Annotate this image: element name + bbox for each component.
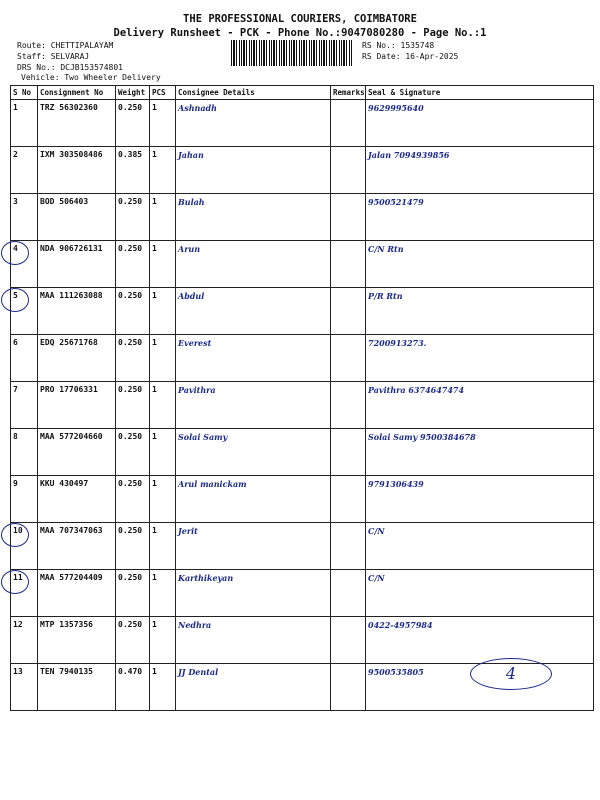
consignment-cell-text: EDQ 25671768 (40, 338, 98, 347)
consignment-cell-text: MAA 707347063 (40, 526, 103, 535)
signature-cell (366, 523, 594, 570)
consignment-cell-text: MTP 1357356 (40, 620, 93, 629)
drs-label: DRS No.: DCJB153574801 (17, 63, 123, 72)
weight-cell (116, 476, 150, 523)
remarks-cell (331, 664, 366, 711)
remarks-cell (331, 100, 366, 147)
pcs-cell-text: 1 (152, 432, 157, 441)
pcs-cell-text: 1 (152, 620, 157, 629)
pcs-cell (150, 664, 176, 711)
consignment-cell (38, 147, 116, 194)
vehicle-label: Vehicle: Two Wheeler Delivery (21, 73, 161, 82)
sno-cell (11, 664, 38, 711)
sno-cell-text: 1 (13, 103, 18, 112)
sno-cell (11, 100, 38, 147)
weight-cell (116, 241, 150, 288)
consignee-cell-text: Arun (178, 244, 201, 254)
pcs-cell (150, 382, 176, 429)
consignment-cell-text: PRO 17706331 (40, 385, 98, 394)
pcs-cell (150, 100, 176, 147)
sno-circle-mark (1, 523, 29, 547)
weight-cell-text: 0.470 (118, 667, 143, 676)
consignee-cell (176, 288, 331, 335)
weight-cell-text: 0.250 (118, 385, 143, 394)
consignment-cell-text: MAA 577204409 (40, 573, 103, 582)
consignment-cell (38, 100, 116, 147)
signature-cell (366, 147, 594, 194)
consignee-cell (176, 617, 331, 664)
weight-cell-text: 0.250 (118, 620, 143, 629)
weight-cell (116, 429, 150, 476)
consignee-cell (176, 100, 331, 147)
sno-circle-mark (1, 570, 29, 594)
weight-cell-text: 0.250 (118, 432, 143, 441)
remarks-cell (331, 241, 366, 288)
remarks-cell (331, 288, 366, 335)
pcs-cell (150, 335, 176, 382)
signature-cell-text: C/N Rtn (368, 244, 404, 254)
pcs-cell-text: 1 (152, 291, 157, 300)
consignee-cell-text: Jerit (178, 526, 198, 536)
pcs-cell-text: 1 (152, 526, 157, 535)
pcs-cell (150, 241, 176, 288)
sno-cell-text: 3 (13, 197, 18, 206)
rs-date: RS Date: 16-Apr-2025 (362, 52, 459, 61)
weight-cell-text: 0.250 (118, 479, 143, 488)
sno-cell (11, 476, 38, 523)
sno-cell-text: 5 (13, 291, 18, 300)
consignment-cell (38, 476, 116, 523)
consignee-cell-text: Abdul (178, 291, 205, 301)
sno-cell-text: 12 (13, 620, 23, 629)
consignee-cell (176, 147, 331, 194)
remarks-cell (331, 476, 366, 523)
consignee-cell-text: Arul manickam (178, 479, 247, 489)
table-row (11, 335, 594, 382)
pcs-cell-text: 1 (152, 667, 157, 676)
sno-circle-mark (1, 288, 29, 312)
weight-cell (116, 382, 150, 429)
table-row (11, 523, 594, 570)
weight-cell (116, 335, 150, 382)
sno-cell-text: 8 (13, 432, 18, 441)
runsheet-table (10, 85, 594, 711)
table-row (11, 570, 594, 617)
signature-cell (366, 335, 594, 382)
signature-cell-text: 9500521479 (368, 197, 424, 207)
signature-cell-text: Jalan 7094939856 (368, 150, 450, 160)
weight-cell-text: 0.250 (118, 103, 143, 112)
sno-cell (11, 382, 38, 429)
col-header-weight: Weight (116, 86, 150, 100)
weight-cell (116, 523, 150, 570)
signature-cell-text: P/R Rtn (368, 291, 403, 301)
pcs-cell-text: 1 (152, 103, 157, 112)
consignee-cell (176, 382, 331, 429)
consignee-cell-text: Solai Samy (178, 432, 228, 442)
signature-cell (366, 617, 594, 664)
consignment-cell-text: KKU 430497 (40, 479, 89, 488)
consignment-cell (38, 429, 116, 476)
pcs-cell-text: 1 (152, 197, 157, 206)
consignee-cell-text: Everest (178, 338, 212, 348)
pcs-cell-text: 1 (152, 385, 157, 394)
consignee-cell-text: JJ Dental (178, 667, 219, 677)
weight-cell (116, 570, 150, 617)
sno-cell-text: 13 (13, 667, 23, 676)
col-header-signature: Seal & Signature (366, 86, 594, 100)
sno-cell (11, 570, 38, 617)
pcs-cell-text: 1 (152, 150, 157, 159)
signature-cell-text: Solai Samy 9500384678 (368, 432, 476, 442)
table-row (11, 100, 594, 147)
sno-cell-text: 6 (13, 338, 18, 347)
pcs-cell-text: 1 (152, 573, 157, 582)
table-row (11, 429, 594, 476)
runsheet-subtitle: Delivery Runsheet - PCK - Phone No.:9047080280 - Page No.:1 (113, 27, 487, 39)
pcs-cell (150, 429, 176, 476)
sno-cell-text: 11 (13, 573, 23, 582)
sno-cell (11, 194, 38, 241)
pcs-cell-text: 1 (152, 479, 157, 488)
pcs-cell (150, 147, 176, 194)
col-header-pcs: PCS (150, 86, 176, 100)
remarks-cell (331, 335, 366, 382)
col-header-remarks: Remarks (331, 86, 366, 100)
pcs-cell-text: 1 (152, 244, 157, 253)
consignment-cell (38, 617, 116, 664)
sno-cell-text: 2 (13, 150, 18, 159)
page-number-mark: 4 (470, 658, 552, 690)
signature-cell-text: C/N (368, 526, 385, 536)
signature-cell-text: 9629995640 (368, 103, 424, 113)
signature-cell (366, 241, 594, 288)
pcs-cell (150, 570, 176, 617)
weight-cell-text: 0.385 (118, 150, 143, 159)
consignment-cell (38, 523, 116, 570)
sno-cell-text: 4 (13, 244, 18, 253)
weight-cell (116, 617, 150, 664)
pcs-cell (150, 194, 176, 241)
weight-cell-text: 0.250 (118, 526, 143, 535)
signature-cell (366, 570, 594, 617)
sno-cell-text: 7 (13, 385, 18, 394)
consignee-cell (176, 664, 331, 711)
consignment-cell-text: BOD 506403 (40, 197, 89, 206)
consignee-cell-text: Ashnadh (178, 103, 217, 113)
consignee-cell-text: Bulah (178, 197, 205, 207)
remarks-cell (331, 523, 366, 570)
rs-number: RS No.: 1535748 (362, 41, 435, 50)
consignee-cell-text: Karthikeyan (178, 573, 234, 583)
weight-cell (116, 194, 150, 241)
pcs-cell (150, 617, 176, 664)
pcs-cell (150, 476, 176, 523)
signature-cell-text: Pavithra 6374647474 (368, 385, 465, 395)
weight-cell-text: 0.250 (118, 338, 143, 347)
sno-cell (11, 617, 38, 664)
table-header-row (11, 86, 594, 100)
consignee-cell (176, 194, 331, 241)
sno-cell-text: 10 (13, 526, 23, 535)
signature-cell-text: 9500535805 (368, 667, 424, 677)
sno-cell (11, 429, 38, 476)
signature-cell-text: 7200913273. (368, 338, 427, 348)
sno-cell-text: 9 (13, 479, 18, 488)
consignment-cell-text: TRZ 56302360 (40, 103, 98, 112)
consignment-cell-text: MAA 577204660 (40, 432, 103, 441)
remarks-cell (331, 429, 366, 476)
signature-cell (366, 382, 594, 429)
route-label: Route: CHETTIPALAYAM (17, 41, 114, 50)
table-row (11, 382, 594, 429)
col-header-consignment: Consignment No (38, 86, 116, 100)
sno-cell (11, 523, 38, 570)
consignment-cell (38, 335, 116, 382)
sno-cell (11, 147, 38, 194)
signature-cell (366, 194, 594, 241)
signature-cell-text: 0422-4957984 (368, 620, 433, 630)
table-row (11, 147, 594, 194)
table-row (11, 288, 594, 335)
remarks-cell (331, 194, 366, 241)
consignment-cell (38, 241, 116, 288)
remarks-cell (331, 147, 366, 194)
sno-cell (11, 288, 38, 335)
consignee-cell-text: Jahan (178, 150, 204, 160)
signature-cell-text: C/N (368, 573, 385, 583)
table-row (11, 241, 594, 288)
weight-cell-text: 0.250 (118, 573, 143, 582)
sno-circle-mark (1, 241, 29, 265)
table-row (11, 194, 594, 241)
weight-cell (116, 288, 150, 335)
table-row (11, 476, 594, 523)
signature-cell (366, 429, 594, 476)
col-header-consignee: Consignee Details (176, 86, 331, 100)
consignee-cell (176, 570, 331, 617)
signature-cell-text: 9791306439 (368, 479, 424, 489)
consignee-cell (176, 241, 331, 288)
weight-cell (116, 100, 150, 147)
consignee-cell (176, 523, 331, 570)
consignment-cell-text: TEN 7940135 (40, 667, 93, 676)
consignee-cell (176, 429, 331, 476)
table-row (11, 617, 594, 664)
remarks-cell (331, 382, 366, 429)
staff-label: Staff: SELVARAJ (17, 52, 90, 61)
consignment-cell (38, 570, 116, 617)
signature-cell (366, 100, 594, 147)
consignment-cell (38, 194, 116, 241)
signature-cell (366, 476, 594, 523)
sno-cell (11, 241, 38, 288)
weight-cell (116, 147, 150, 194)
pcs-cell-text: 1 (152, 338, 157, 347)
barcode-image (231, 40, 353, 66)
remarks-cell (331, 570, 366, 617)
weight-cell (116, 664, 150, 711)
consignee-cell (176, 335, 331, 382)
signature-cell (366, 288, 594, 335)
consignment-cell (38, 288, 116, 335)
weight-cell-text: 0.250 (118, 244, 143, 253)
consignment-cell (38, 664, 116, 711)
col-header-sno: S No (11, 86, 38, 100)
consignee-cell-text: Nedhra (178, 620, 212, 630)
consignment-cell (38, 382, 116, 429)
remarks-cell (331, 617, 366, 664)
consignment-cell-text: MAA 111263088 (40, 291, 103, 300)
sno-cell (11, 335, 38, 382)
consignee-cell-text: Pavithra (178, 385, 216, 395)
pcs-cell (150, 523, 176, 570)
company-title: THE PROFESSIONAL COURIERS, COIMBATORE (183, 13, 417, 25)
consignee-cell (176, 476, 331, 523)
weight-cell-text: 0.250 (118, 197, 143, 206)
consignment-cell-text: NDA 906726131 (40, 244, 103, 253)
weight-cell-text: 0.250 (118, 291, 143, 300)
consignment-cell-text: IXM 303508486 (40, 150, 103, 159)
pcs-cell (150, 288, 176, 335)
